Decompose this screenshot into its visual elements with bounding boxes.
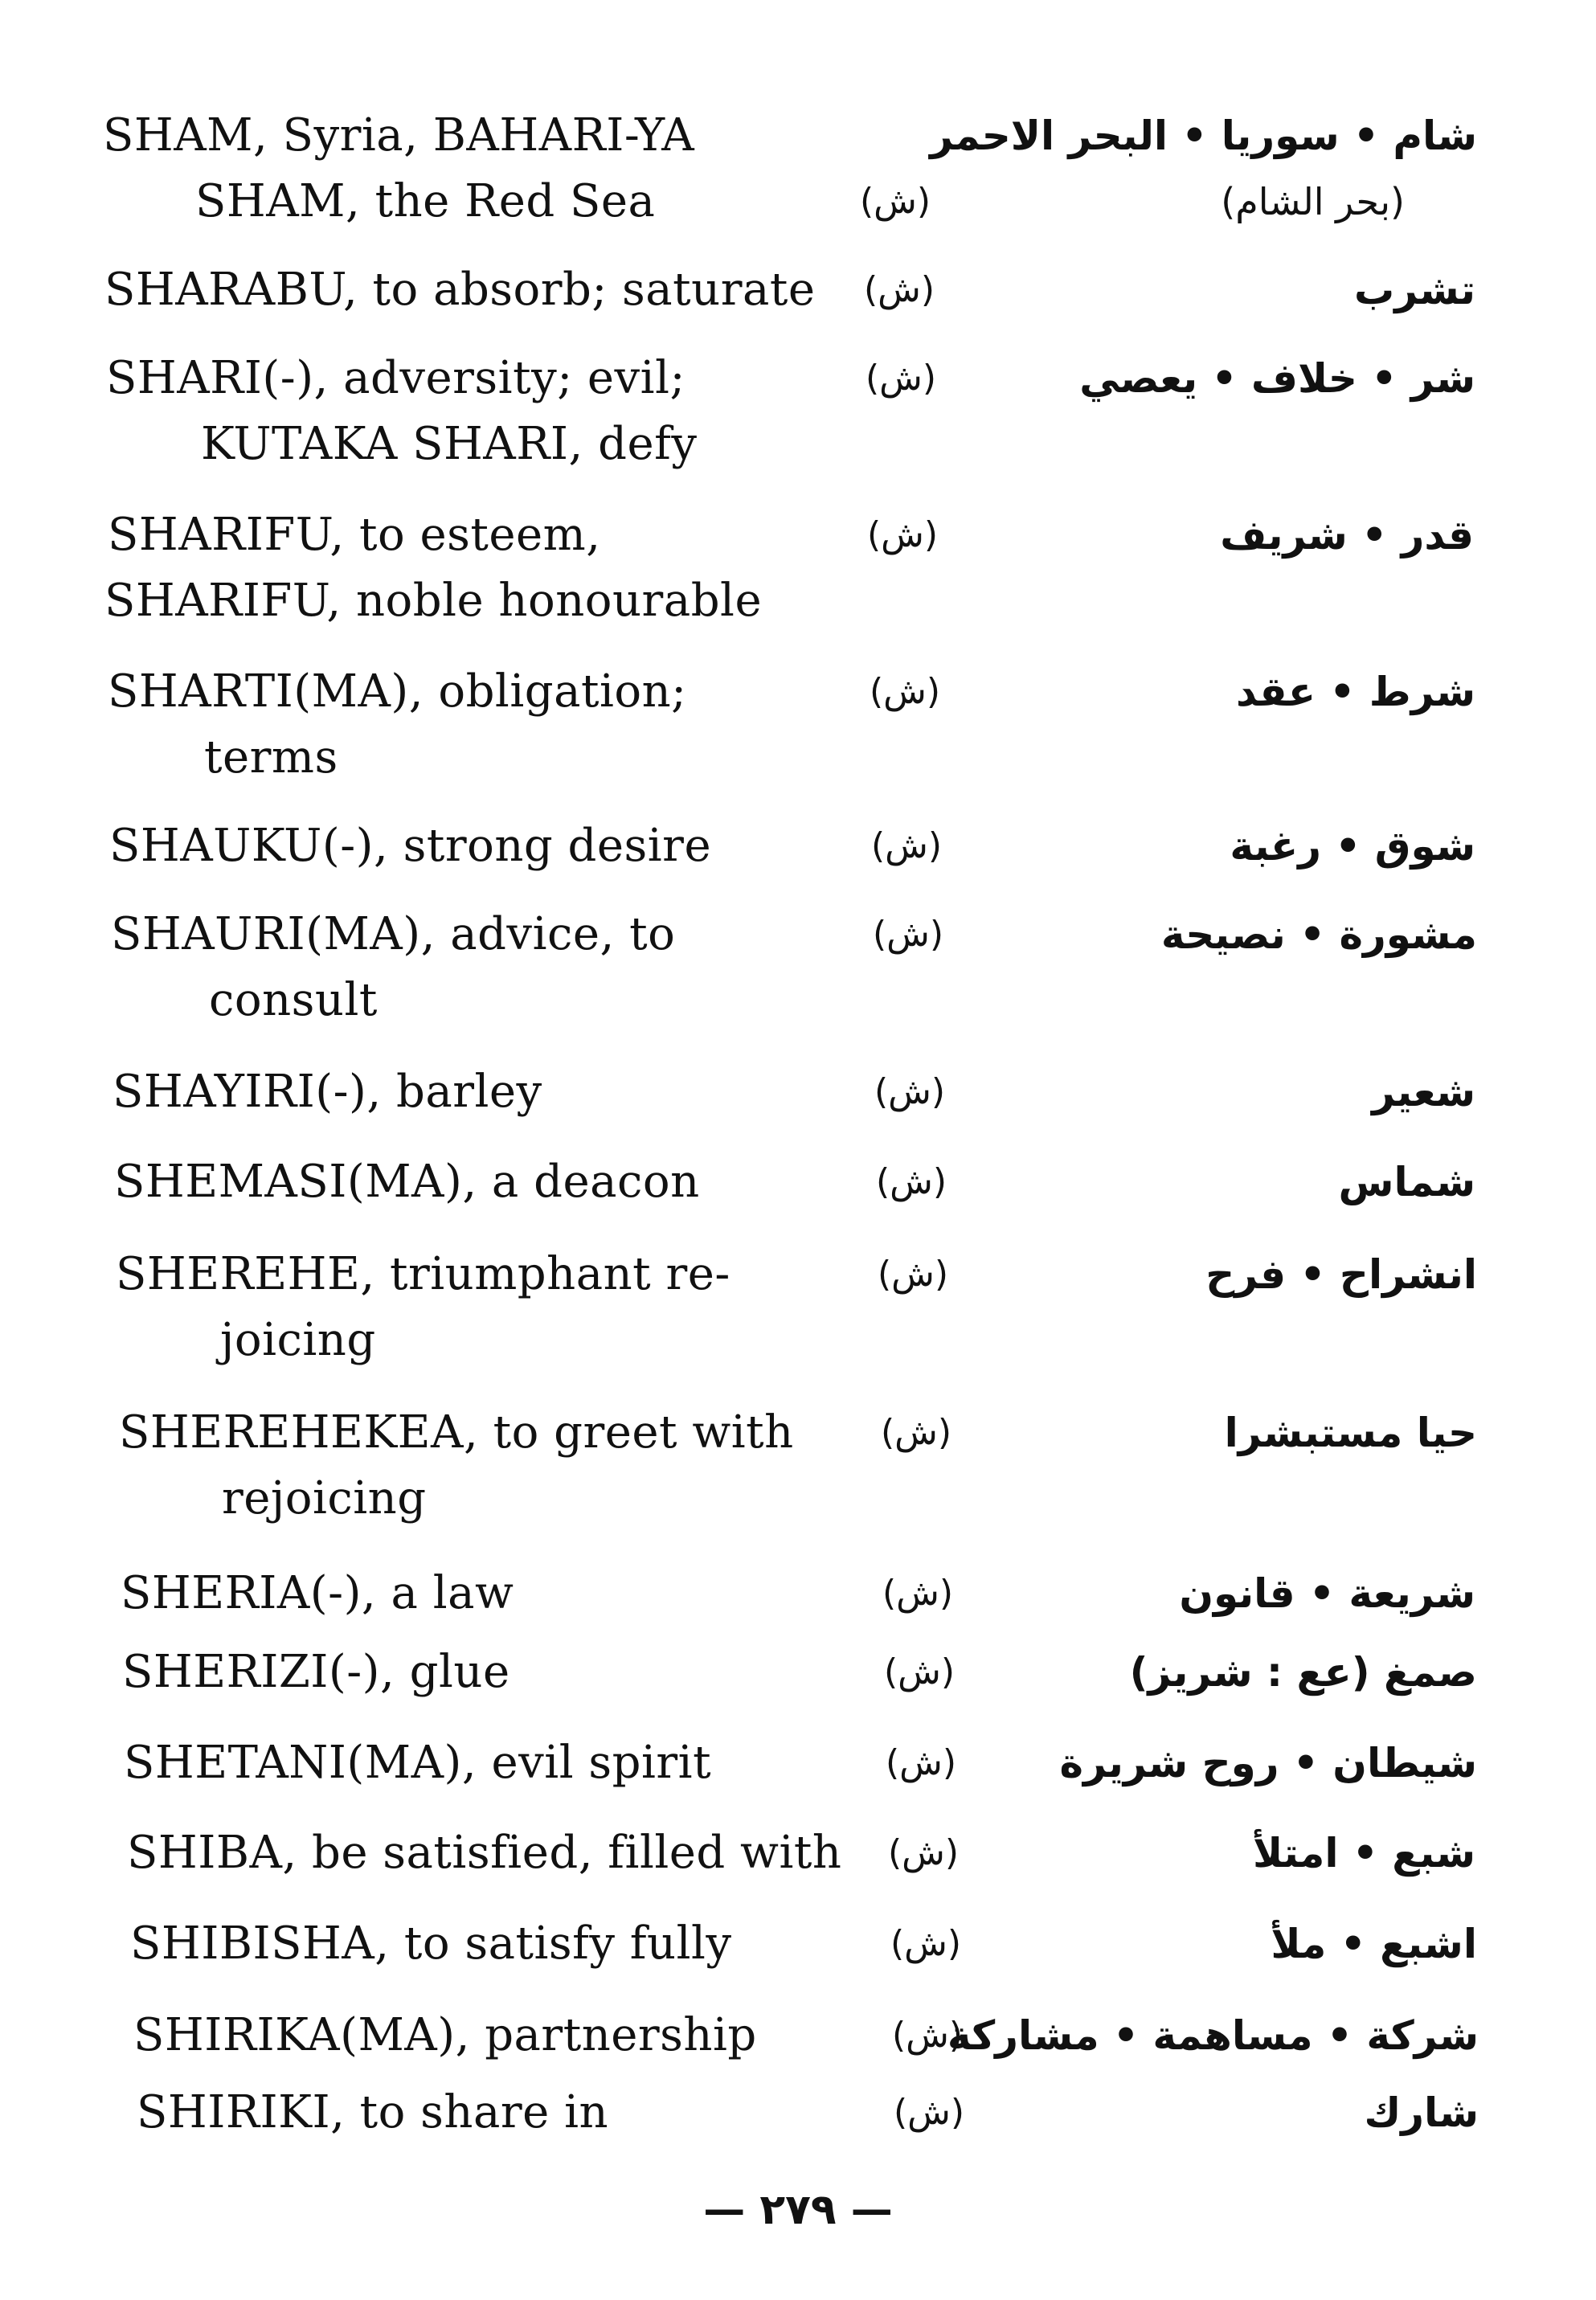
entry-language-tag: (ش) — [866, 358, 937, 399]
entry-english — [116, 1242, 730, 1373]
entry-arabic — [1079, 346, 1475, 411]
entry-headword-line: SHIBA, be satisfied, filled with — [127, 1827, 842, 1879]
entry-headword-line: SHAURI(MA), advice, to — [111, 908, 676, 960]
entry-english — [122, 1639, 510, 1705]
entry-language-tag: (ش) — [864, 269, 935, 310]
entry-arabic-line: شر • خلاف • يعصي — [1079, 355, 1475, 402]
entry-arabic-line: شارك — [1364, 2089, 1479, 2136]
entry-arabic-line: اشبع • ملأ — [1271, 1921, 1477, 1967]
entry-english — [133, 2003, 757, 2069]
entry-arabic — [1271, 1911, 1477, 1977]
entry-english — [109, 813, 711, 879]
entry-arabic — [1130, 1639, 1477, 1705]
entry-arabic-line: مشورة • نصيحة — [1160, 911, 1477, 958]
entry-arabic — [1060, 1730, 1477, 1796]
entry-arabic-line: شركة • مساهمة • مشاركة — [947, 2012, 1479, 2059]
entry-arabic — [1253, 1820, 1475, 1886]
entry-language-tag: (ش) — [892, 2015, 964, 2056]
entry-arabic — [1372, 1059, 1475, 1125]
entry-arabic — [1225, 1400, 1477, 1466]
entry-english — [114, 1149, 700, 1215]
entry-headword-line: SHERIA(-), a law — [121, 1567, 514, 1619]
entry-language-tag: (ش) — [870, 671, 941, 712]
entry-headword-line: SHAM, Syria, BAHARI-YA — [103, 109, 695, 162]
entry-arabic-line: شبع • امتلأ — [1253, 1830, 1475, 1876]
entry-headword-line: SHAYIRI(-), barley — [113, 1066, 542, 1118]
entry-english — [124, 1730, 711, 1796]
entry-english — [121, 1561, 514, 1627]
entry-arabic-line: صمغ (عع : شريز) — [1129, 1649, 1477, 1696]
entry-language-tag: (ش) — [876, 1161, 947, 1202]
entry-arabic — [1236, 659, 1475, 725]
entry-continuation-line: rejoicing — [222, 1472, 427, 1524]
entry-arabic — [947, 2003, 1479, 2069]
entry-language-tag: (ش) — [894, 2092, 965, 2133]
entry-english — [111, 902, 675, 1033]
entry-language-tag: (ش) — [886, 1742, 957, 1783]
entry-arabic — [930, 103, 1477, 235]
entry-arabic — [1339, 1149, 1475, 1215]
entry-english — [104, 502, 763, 634]
entry-arabic — [1354, 257, 1475, 323]
entry-english — [119, 1400, 794, 1532]
entry-continuation-line: SHAM, the Red Sea — [195, 175, 656, 227]
entry-arabic-line: شريعة • قانون — [1179, 1570, 1475, 1617]
entry-english — [113, 1059, 542, 1125]
entry-language-tag: (ش) — [890, 1923, 962, 1964]
entry-language-tag: (ش) — [888, 1832, 960, 1873]
entry-language-tag: (ش) — [873, 914, 944, 955]
entry-arabic-line: انشراح • فرح — [1205, 1251, 1477, 1298]
entry-arabic-line: تشرب — [1353, 267, 1475, 313]
entry-english — [130, 1911, 732, 1977]
entry-arabic-continuation: (بحر الشام) — [1221, 180, 1405, 223]
entry-continuation-line: joicing — [220, 1314, 376, 1366]
entry-language-tag: (ش) — [878, 1254, 949, 1295]
entry-headword-line: SHAUKU(-), strong desire — [109, 820, 712, 872]
page-number: — ٢٧٩ — — [703, 2186, 893, 2234]
entry-arabic — [1179, 1561, 1475, 1627]
entry-headword-line: SHERIZI(-), glue — [122, 1646, 510, 1698]
entry-continuation-line: terms — [204, 731, 338, 784]
entry-arabic-line: شرط • عقد — [1236, 669, 1475, 715]
entry-arabic-line: شماس — [1338, 1159, 1475, 1205]
entry-language-tag: (ش) — [884, 1651, 956, 1692]
entry-language-tag: (ش) — [874, 1071, 946, 1112]
entry-arabic — [1161, 902, 1477, 968]
entry-headword-line: SHIRIKI, to share in — [137, 2086, 609, 2138]
entry-english — [103, 103, 694, 235]
entry-headword-line: SHARIFU, to esteem, — [108, 509, 601, 561]
entry-arabic-line: حيا مستبشرا — [1224, 1410, 1477, 1456]
entry-headword-line: SHEMASI(MA), a deacon — [114, 1156, 700, 1208]
entry-headword-line: SHARABU, to absorb; saturate — [104, 264, 816, 316]
entry-language-tag: (ش) — [882, 1573, 954, 1614]
entry-continuation-line: KUTAKA SHARI, defy — [201, 418, 698, 470]
entry-english — [108, 659, 687, 791]
entry-arabic-line: قدر • شريف — [1220, 512, 1474, 559]
entry-continuation-line: SHARIFU, noble honourable — [104, 575, 763, 627]
entry-english — [106, 346, 697, 477]
entry-headword-line: SHEREHEKEA, to greet with — [119, 1406, 794, 1459]
entry-english — [104, 257, 816, 323]
entry-headword-line: SHIBISHA, to satisfy fully — [130, 1917, 732, 1970]
entry-english — [137, 2080, 608, 2146]
entry-arabic — [1205, 1242, 1477, 1308]
entry-headword-line: SHETANI(MA), evil spirit — [124, 1737, 712, 1789]
entry-headword-line: SHARI(-), adversity; evil; — [106, 352, 685, 404]
entry-headword-line: SHARTI(MA), obligation; — [108, 665, 687, 718]
entry-english — [127, 1820, 841, 1886]
entry-arabic-line: شوق • رغبة — [1230, 823, 1475, 870]
entry-headword-line: SHEREHE, triumphant re- — [116, 1248, 730, 1300]
entry-arabic-line: شعير — [1372, 1069, 1475, 1115]
entry-continuation-line: consult — [209, 974, 378, 1026]
entry-language-tag: (ش) — [867, 514, 939, 555]
entry-arabic-line: شيطان • روح شريرة — [1059, 1740, 1477, 1786]
entry-headword-line: SHIRIKA(MA), partnership — [133, 2009, 757, 2061]
entry-language-tag: (ش) — [860, 181, 931, 222]
entry-arabic — [1220, 502, 1474, 568]
entry-language-tag: (ش) — [871, 825, 943, 866]
entry-arabic-line: شام • سوريا • البحر الاحمر — [930, 113, 1477, 159]
entry-language-tag: (ش) — [881, 1412, 952, 1453]
entry-arabic — [1364, 2080, 1479, 2146]
entry-arabic — [1230, 813, 1475, 879]
